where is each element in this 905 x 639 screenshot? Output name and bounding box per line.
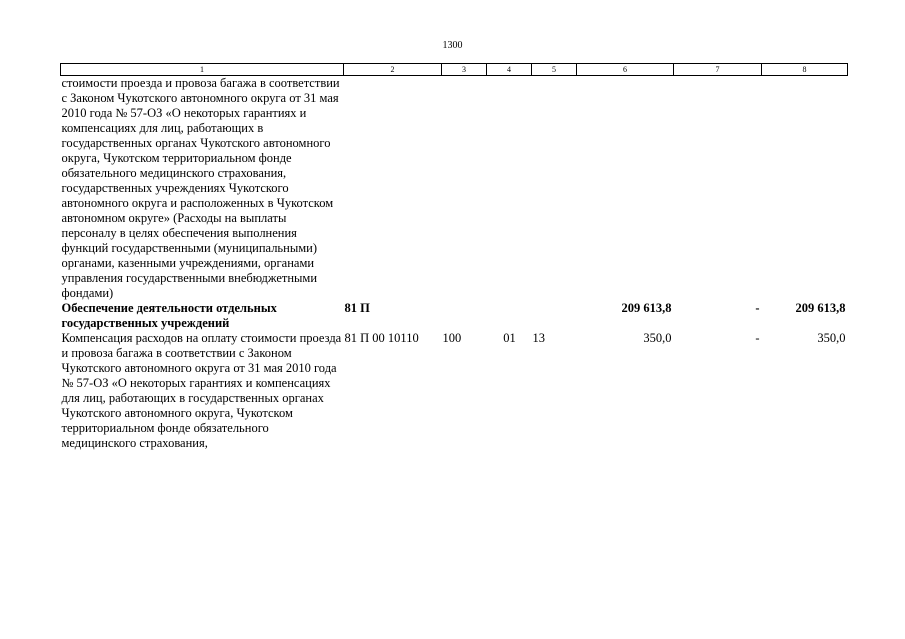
- row-total: 209 613,8: [795, 301, 846, 315]
- row-pr: 13: [532, 331, 545, 345]
- column-header-7: 7: [674, 64, 762, 76]
- row-vr: [442, 76, 487, 302]
- table-row: [61, 301, 848, 331]
- row-rz: 01: [503, 331, 516, 345]
- table-row: [61, 331, 848, 451]
- column-header-3: 3: [442, 64, 487, 76]
- row-pr: [532, 301, 577, 331]
- row-code: 81 П: [344, 301, 370, 315]
- budget-table: [60, 63, 848, 451]
- row-name: Обеспечение деятельности отдельных государственных учреждений: [61, 301, 277, 330]
- row-vr: 100: [442, 331, 462, 345]
- table-header-row: [61, 64, 848, 76]
- row-amount: [577, 76, 674, 302]
- row-total: [762, 76, 848, 302]
- table-row: [61, 76, 848, 302]
- column-header-2: 2: [344, 64, 442, 76]
- row-vr: [442, 301, 487, 331]
- row-change: -: [755, 301, 760, 315]
- row-rz: [487, 76, 532, 302]
- row-total: 350,0: [817, 331, 846, 345]
- row-amount: 350,0: [643, 331, 672, 345]
- row-code: [344, 76, 442, 302]
- column-header-1: 1: [61, 64, 344, 76]
- column-header-8: 8: [762, 64, 848, 76]
- row-name: стоимости проезда и провоза багажа в соответствии с Законом Чукотского автономного округа от 31 мая 2010 года № 57-ОЗ «О некоторых гарантиях и компенсациях для лиц, работающих в государственных органах Чукотского автономного округа, Чукотском территориальном фонде обязательного медицинского страхования, государственных учреждениях Чукотского автономного округа и расположенных в Чукотском автономном округе» (Расходы на выплаты персоналу в целях обеспечения выполнения функций государственными (муниципальными) органами, казенными учреждениями, органами управления государственными внебюджетными фондами): [61, 76, 340, 300]
- row-pr: [532, 76, 577, 302]
- page-number: 1300: [442, 40, 463, 51]
- row-amount: 209 613,8: [621, 301, 672, 315]
- row-name: Компенсация расходов на оплату стоимости проезда и провоза багажа в соответствии с Законом Чукотского автономного округа от 31 мая 2010 года № 57-ОЗ «О некоторых гарантиях и компенсациях для лиц, работающих в государственных органах Чукотского автономного округа, Чукотском территориальном фонде обязательного медицинского страхования,: [61, 331, 342, 450]
- column-header-6: 6: [577, 64, 674, 76]
- column-header-5: 5: [532, 64, 577, 76]
- row-change: [674, 76, 762, 302]
- row-code: 81 П 00 10110: [344, 331, 419, 345]
- row-rz: [487, 301, 532, 331]
- row-change: -: [755, 331, 760, 345]
- column-header-4: 4: [487, 64, 532, 76]
